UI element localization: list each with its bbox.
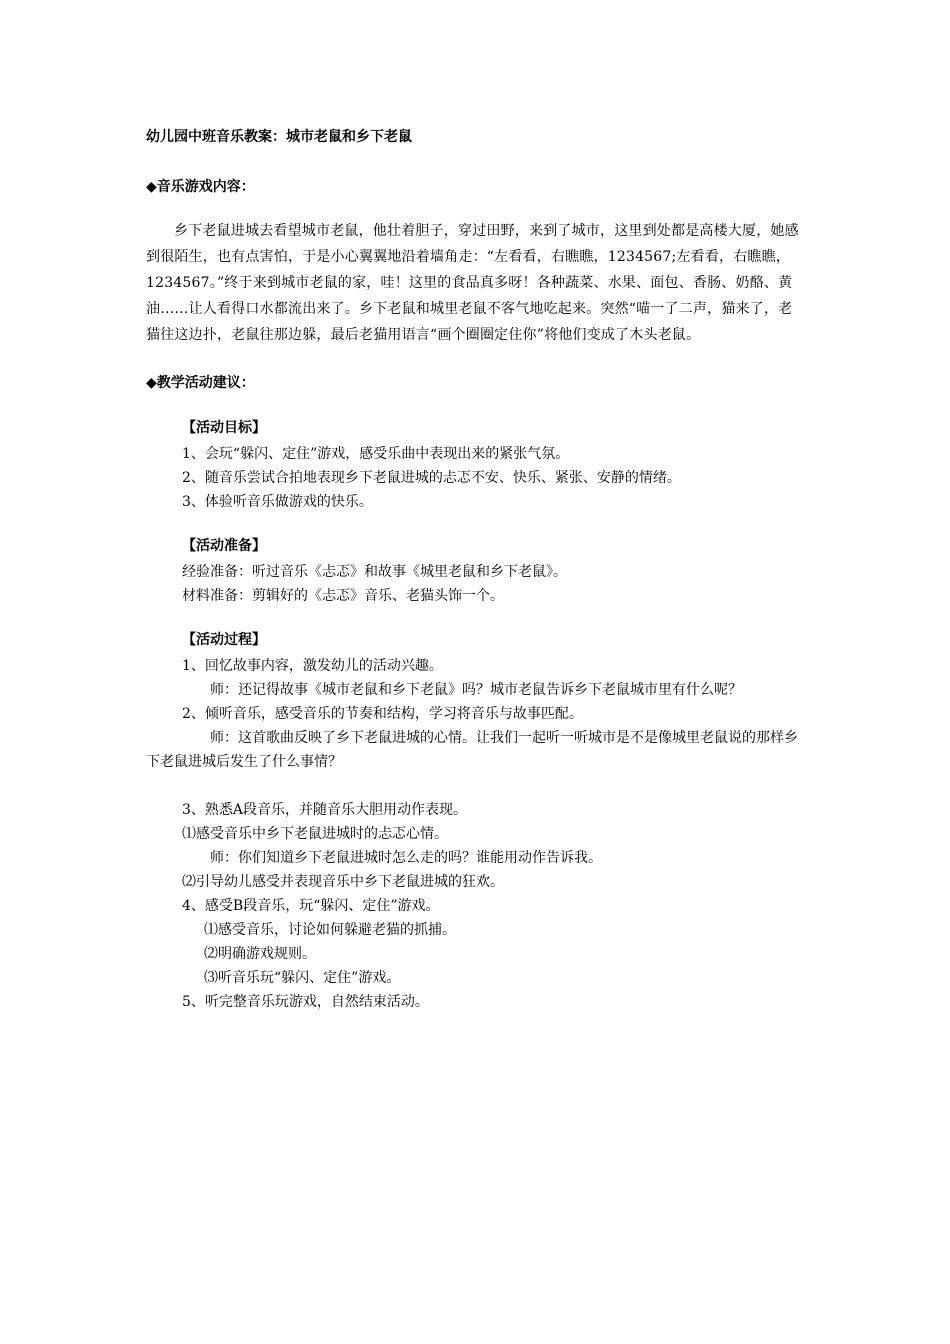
- process-step-5: 5、听完整音乐玩游戏，自然结束活动。: [182, 994, 429, 1010]
- process-step-4-c: ⑶听音乐玩“躲闪、定住”游戏。: [204, 970, 401, 986]
- preparation-item: 材料准备：剪辑好的《忐忑》音乐、老猫头饰一个。: [182, 588, 504, 604]
- document-title: 幼儿园中班音乐教案：城市老鼠和乡下老鼠: [146, 129, 412, 145]
- process-step-1-teacher: 师：还记得故事《城市老鼠和乡下老鼠》吗？城市老鼠告诉乡下老鼠城市里有什么呢？: [210, 682, 742, 698]
- goal-item: 3、体验听音乐做游戏的快乐。: [182, 494, 373, 510]
- activity-preparation: [182, 534, 806, 608]
- process-step-4: 4、感受B段音乐，玩“躲闪、定住”游戏。: [182, 898, 440, 914]
- spacer: [182, 774, 806, 798]
- process-step-2: 2、倾听音乐，感受音乐的节奏和结构，学习将音乐与故事匹配。: [182, 706, 583, 722]
- process-step-1: 1、回忆故事内容，激发幼儿的活动兴趣。: [182, 658, 443, 674]
- section-heading-teaching-suggestions: ◆教学活动建议：: [146, 375, 255, 391]
- process-step-3-b: ⑵引导幼儿感受并表现音乐中乡下老鼠进城的狂欢。: [182, 874, 504, 890]
- section-heading-game-content: ◆音乐游戏内容：: [146, 179, 255, 195]
- process-step-4-a: ⑴感受音乐，讨论如何躲避老猫的抓捕。: [204, 922, 456, 938]
- activity-goals: [182, 416, 806, 514]
- document-body: [146, 124, 806, 1014]
- preparation-title: 【活动准备】: [182, 538, 266, 554]
- goal-item: 2、随音乐尝试合拍地表现乡下老鼠进城的忐忑不安、快乐、紧张、安静的情绪。: [182, 470, 681, 486]
- process-title: 【活动过程】: [182, 632, 266, 648]
- story-paragraph: 乡下老鼠进城去看望城市老鼠，他壮着胆子，穿过田野，来到了城市，这里到处都是高楼大厦，她感到很陌生，也有点害怕，于是小心翼翼地沿着墙角走：“左看看，右瞧瞧，1234567;左看看，右瞧瞧，1234567。”终于来到城市老鼠的家，哇！这里的食品真多呀！各种蔬菜、水果、面包、香肠、奶酪、黄油……让人看得口水都流出来了。乡下老鼠和城里老鼠不客气地吃起来。突然“喵一了二声，猫来了，老猫往这边扑，老鼠往那边躲，最后老猫用语言“画个圈圈定住你”将他们变成了木头老鼠。: [146, 223, 799, 343]
- process-step-3-a-teacher: 师：你们知道乡下老鼠进城时怎么走的吗？谁能用动作告诉我。: [210, 850, 602, 866]
- process-step-3-a: ⑴感受音乐中乡下老鼠进城时的忐忑心情。: [182, 826, 448, 842]
- preparation-item: 经验准备：听过音乐《忐忑》和故事《城里老鼠和乡下老鼠》。: [182, 564, 567, 580]
- process-step-3: 3、熟悉A段音乐，并随音乐大胆用动作表现。: [182, 802, 468, 818]
- process-step-2-teacher: 师：这首歌曲反映了乡下老鼠进城的心情。让我们一起听一听城市是不是像城里老鼠说的那样乡下老鼠进城后发生了什么事情？: [146, 730, 798, 770]
- goal-item: 1、会玩“躲闪、定住”游戏，感受乐曲中表现出来的紧张气氛。: [182, 446, 570, 462]
- activity-process: [146, 628, 806, 1014]
- goals-title: 【活动目标】: [182, 420, 266, 436]
- process-step-4-b: ⑵明确游戏规则。: [204, 946, 316, 962]
